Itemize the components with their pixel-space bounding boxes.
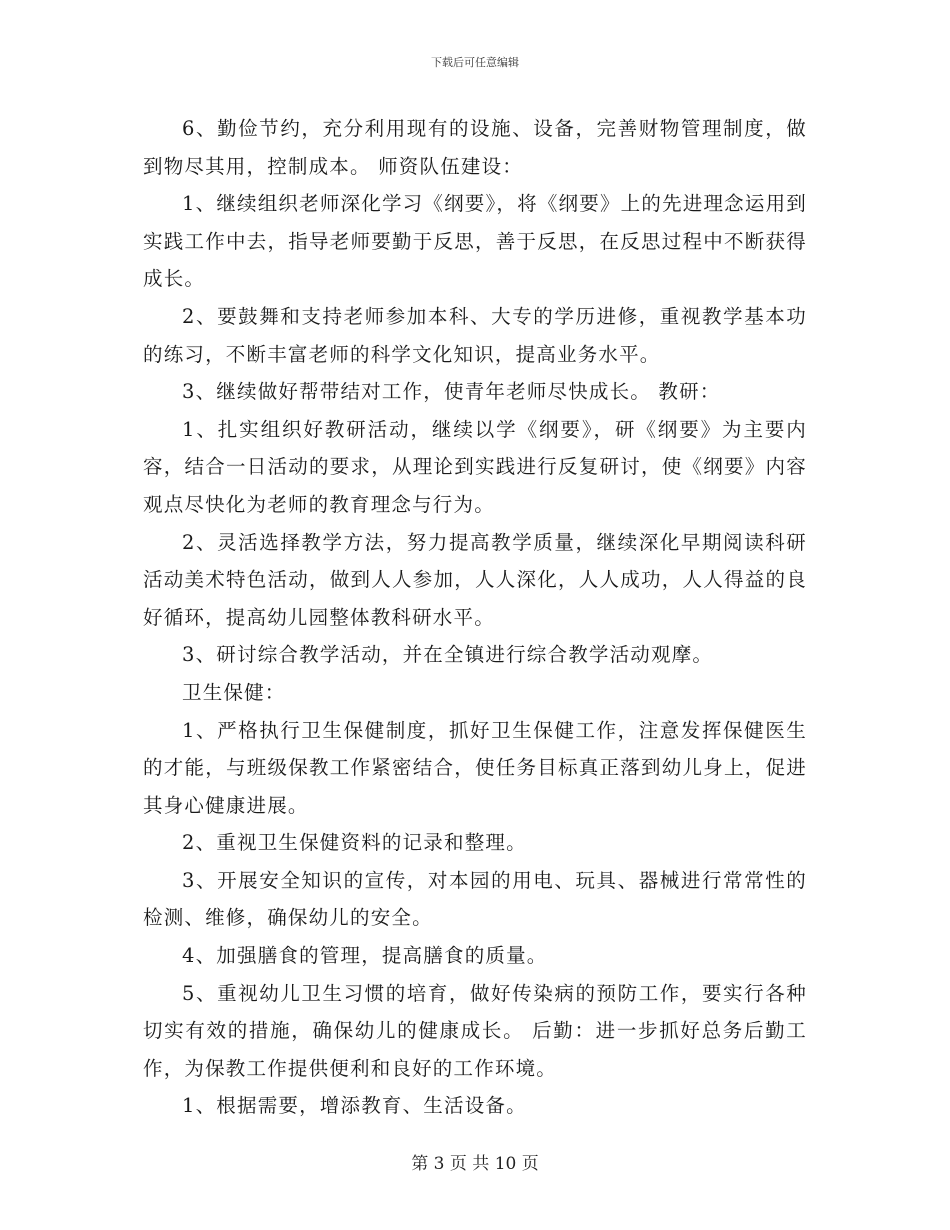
page-header: 下载后可任意编辑	[431, 56, 519, 69]
paragraph: 6、勤俭节约，充分利用现有的设施、设备，完善财物管理制度，做到物尽其用，控制成本。 师资队伍建设：	[143, 117, 807, 178]
paragraph: 3、开展安全知识的宣传，对本园的用电、玩具、器械进行常常性的检测、维修，确保幼儿的安全。	[143, 868, 807, 930]
paragraph: 3、研讨综合教学活动，并在全镇进行综合教学活动观摩。	[182, 643, 714, 667]
paragraph: 2、重视卫生保健资料的记录和整理。	[182, 831, 527, 855]
paragraph: 1、继续组织老师深化学习《纲要》，将《纲要》上的先进理念运用到实践工作中去，指导老师要勤于反思，善于反思，在反思过程中不断获得成长。	[143, 192, 807, 291]
paragraph: 1、扎实组织好教研活动，继续以学《纲要》，研《纲要》为主要内容，结合一日活动的要求，从理论到实践进行反复研讨，使《纲要》内容观点尽快化为老师的教育理念与行为。	[143, 417, 807, 516]
paragraph: 1、根据需要，增添教育、生活设备。	[182, 1094, 527, 1118]
paragraph: 4、加强膳食的管理，提高膳食的质量。	[182, 944, 548, 968]
document-body	[143, 110, 807, 1125]
page-number-footer: 第 3 页 共 10 页	[411, 1154, 539, 1174]
section-heading: 卫生保健：	[182, 680, 286, 704]
paragraph: 2、要鼓舞和支持老师参加本科、大专的学历进修，重视教学基本功的练习，不断丰富老师的科学文化知识，提高业务水平。	[143, 304, 807, 366]
paragraph: 5、重视幼儿卫生习惯的培育，做好传染病的预防工作，要实行各种切实有效的措施，确保幼儿的健康成长。 后勤：进一步抓好总务后勤工作，为保教工作提供便利和良好的工作环境。	[143, 981, 807, 1080]
paragraph: 1、严格执行卫生保健制度，抓好卫生保健工作，注意发挥保健医生的才能，与班级保教工作紧密结合，使任务目标真正落到幼儿身上，促进其身心健康进展。	[143, 718, 807, 817]
paragraph: 3、继续做好帮带结对工作，使青年老师尽快成长。 教研：	[182, 380, 721, 404]
paragraph: 2、灵活选择教学方法，努力提高教学质量，继续深化早期阅读科研活动美术特色活动，做到人人参加，人人深化，人人成功，人人得益的良好循环，提高幼儿园整体教科研水平。	[143, 530, 807, 629]
